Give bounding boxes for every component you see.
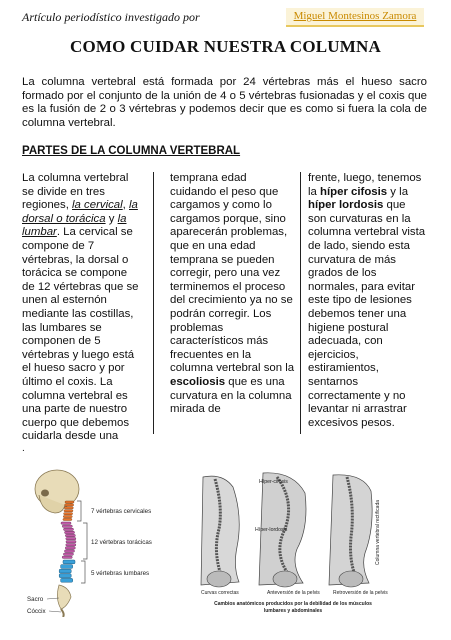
lumbar-vertebra xyxy=(61,565,73,569)
figure-caption-line2: lumbares y abdominales xyxy=(263,608,323,614)
term-lumbar: la lumbar xyxy=(22,212,127,239)
spine-anatomy-figure xyxy=(25,467,195,617)
coccyx-shape xyxy=(61,609,64,617)
stray-dot: . xyxy=(22,443,25,454)
column-3-text: frente, luego, tenemos la híper cifosis y la híper lordosis que son curvaturas en la columna vertebral vista de lado, siendo esta curvatura de más grados de los normales, para evitar este tipo de lesiones debemos tener una higiene postural adecuada, con ejercicios, estiramientos, sentarnos correctamente y no levantar ni arrastrar excesivos pesos. xyxy=(308,172,426,429)
pelvis-retroversion xyxy=(339,571,363,587)
label-sacro: Sacro xyxy=(27,596,44,603)
cervical-vertebra xyxy=(64,510,73,512)
bracket-lumbar xyxy=(81,561,85,583)
eye-socket xyxy=(41,490,49,497)
cervical-vertebra xyxy=(63,518,72,520)
label-hiper-cifosis: Híper-cifosis xyxy=(259,479,288,485)
bracket-thoracic xyxy=(83,523,87,559)
term-escoliosis: escoliosis xyxy=(170,375,226,388)
thoracic-vertebra xyxy=(65,531,75,533)
column-2-text: temprana edad cuidando el peso que cargamos y como lo cargamos porque, sino aparecerán problemas, que en una edad temprana se pueden corregir, pero una vez terminemos el proceso del crecimiento ya no se podrán corregir. Los problemas característicos más frecuentes en la columna vertebral son la escoliosis que es una curvatura en la columna mirada de xyxy=(170,172,295,416)
cervical-vertebra xyxy=(63,516,72,518)
column-divider xyxy=(300,172,301,434)
cervical-vertebra xyxy=(64,513,73,515)
thoracic-vertebra xyxy=(66,541,76,543)
term-cervical: la cervical xyxy=(72,199,123,212)
label-cervicales: 7 vértebras cervicales xyxy=(91,508,152,515)
term-hiper-cifosis: híper cifosis xyxy=(320,185,388,198)
cervical-vertebra xyxy=(65,504,74,506)
thoracic-vertebra xyxy=(63,553,73,555)
cervical-vertebra xyxy=(64,507,73,509)
lumbar-vertebra xyxy=(61,578,73,582)
pelvis-correct xyxy=(207,571,231,587)
thoracic-vertebra xyxy=(65,547,75,549)
label-retroversion: Retroversión de la pelvis xyxy=(333,590,388,596)
lumbar-vertebra xyxy=(59,574,71,578)
pelvis-anteversion xyxy=(273,571,297,587)
figure-caption-line1: Cambios anatómicos producidos por la debilidad de los músculos xyxy=(214,601,372,607)
thoracic-vertebra xyxy=(65,534,75,536)
label-hiper-lordosis: Híper-lordosis xyxy=(255,527,288,533)
label-curvas-correctas: Curvas correctas xyxy=(201,590,239,596)
thoracic-vertebra xyxy=(66,538,76,540)
thoracic-vertebra xyxy=(62,525,72,527)
term-hiper-lordosis: híper lordosis xyxy=(308,199,384,212)
column-divider xyxy=(153,172,154,434)
posture-diagrams-figure xyxy=(193,467,443,617)
sacrum-shape xyxy=(57,585,71,609)
thoracic-vertebra xyxy=(61,522,71,524)
label-anteversion: Anteversión de la pelvis xyxy=(267,590,320,596)
column-1-text: La columna vertebral se divide en tres regiones, la cervical, la dorsal o torácica y la lumbar. La cervical se compone de 7 vértebras, la dorsal o torácica se compone de 12 vértebras que se unen al esternón mediante las costillas, las lumbares se componen de 5 vértebras y luego está el hueso sacro y por último el coxis. La columna vertebral es una parte de nuestro cuerpo que debemos cuidarla desde una xyxy=(22,172,139,443)
thoracic-vertebra xyxy=(64,528,74,530)
section-heading: PARTES DE LA COLUMNA VERTEBRAL xyxy=(22,145,241,157)
label-lumbares: 5 vértebras lumbares xyxy=(91,570,150,577)
thoracic-vertebra xyxy=(64,550,74,552)
cervical-vertebra xyxy=(65,501,74,503)
label-toracicas: 12 vértebras torácicas xyxy=(91,539,152,546)
page-title: COMO CUIDAR NUESTRA COLUMNA xyxy=(70,37,381,56)
thoracic-vertebra xyxy=(66,544,76,546)
bracket-cervical xyxy=(77,501,81,521)
lumbar-vertebra xyxy=(63,560,75,564)
article-subtitle: Artículo periodístico investigado por xyxy=(22,10,200,24)
label-rectificada: Columna vertebral rectificada xyxy=(375,499,381,565)
thoracic-vertebra xyxy=(62,556,72,558)
author-link[interactable]: Miguel Montesinos Zamora xyxy=(286,8,424,27)
lumbar-vertebra xyxy=(59,569,71,573)
label-coccix: Cóccix xyxy=(27,608,46,615)
term-dorsal: la dorsal o torácica xyxy=(22,199,138,225)
body-outline-retroversion xyxy=(329,475,372,585)
intro-paragraph: La columna vertebral está formada por 24 vértebras más el hueso sacro formado por el conjunto de la unión de 4 o 5 vértebras fusionadas y el coxis que es la fusión de 2 o 3 vértebras y podemos decir que es como si fuera la cola de columna vertebral. xyxy=(22,76,427,129)
